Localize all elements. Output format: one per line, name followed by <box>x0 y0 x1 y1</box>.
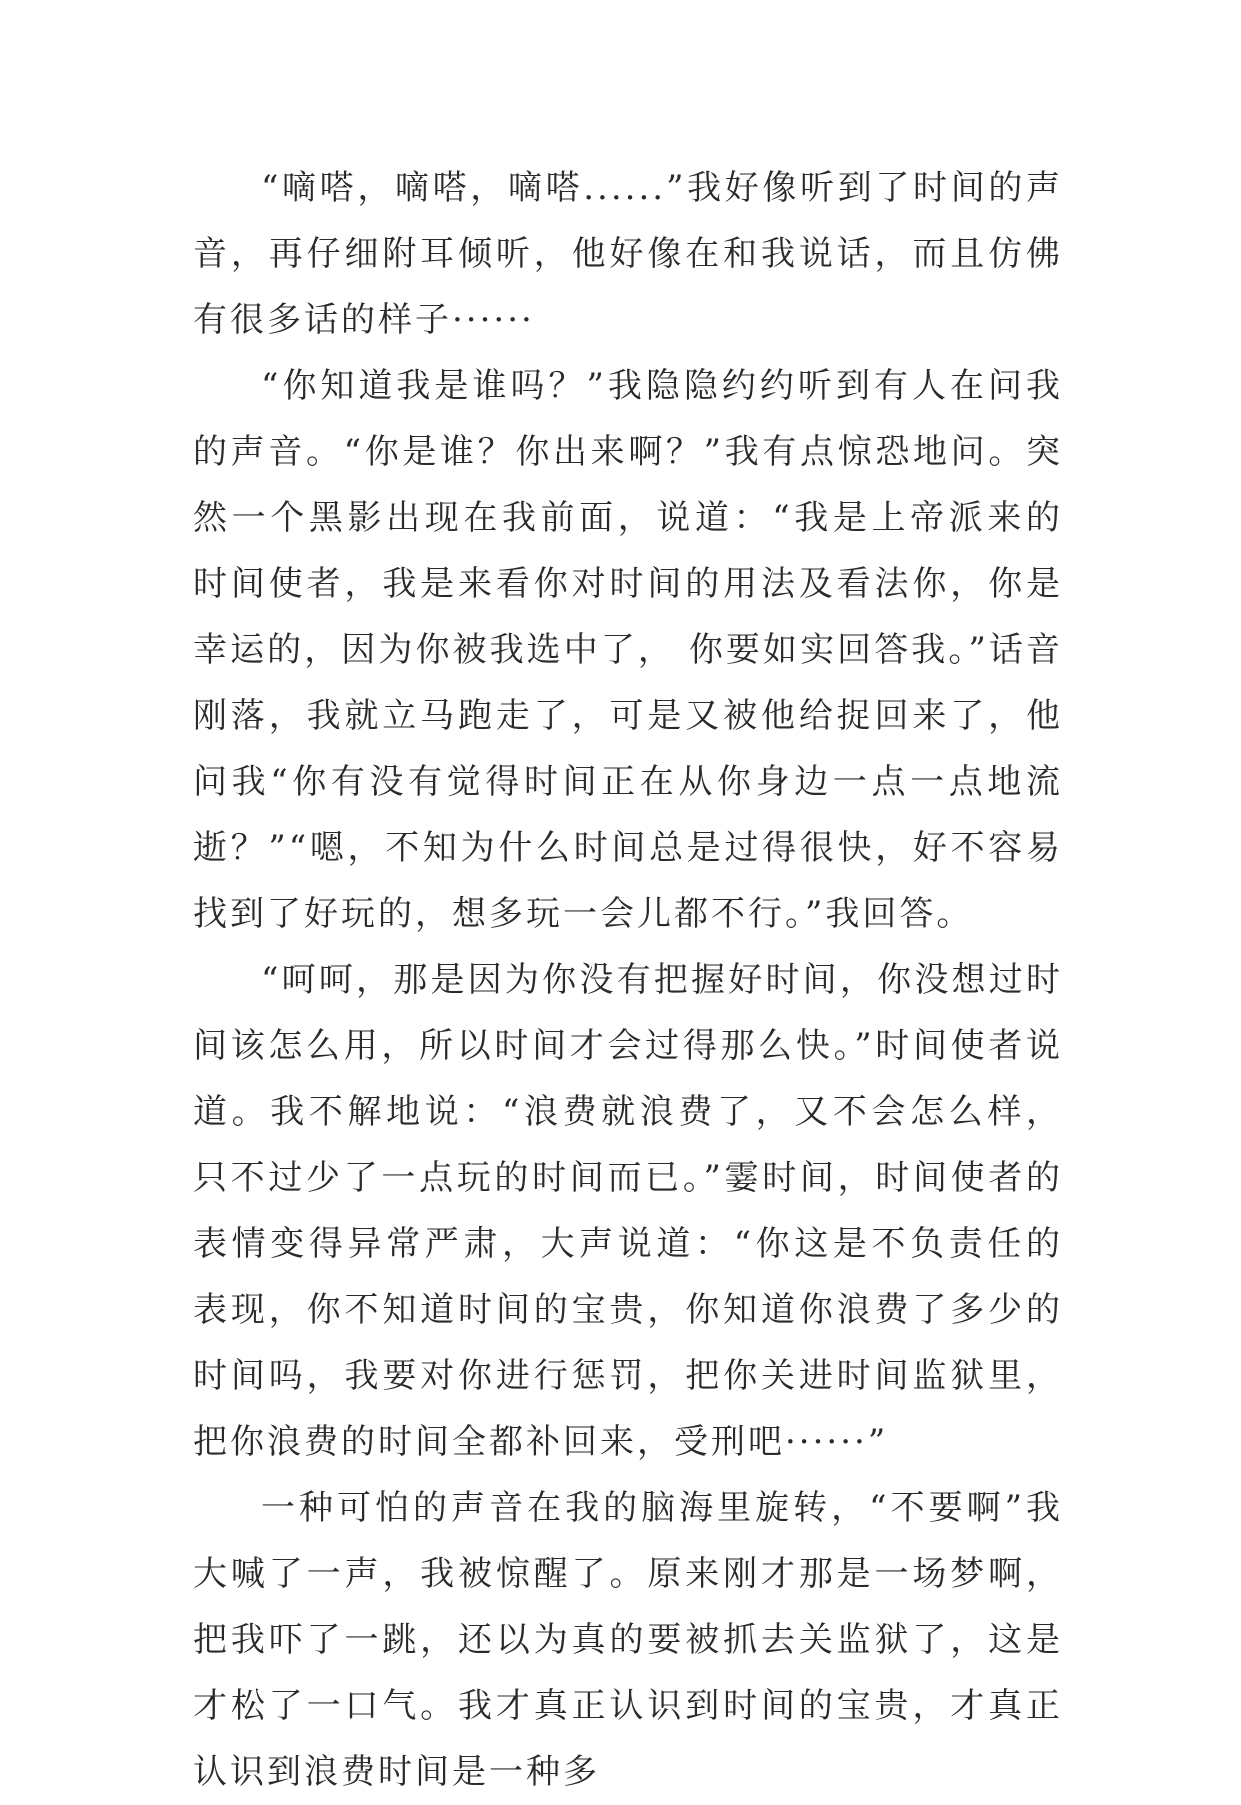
paragraph-2: “你知道我是谁吗？”我隐隐约约听到有人在问我的声音。“你是谁？你出来啊？”我有点惊恐地问。突然一个黑影出现在我前面，说道：“我是上帝派来的时间使者，我是来看你对时间的用法及看法你，你是幸运的，因为你被我选中了， 你要如实回答我。”话音刚落，我就立马跑走了，可是又被他给捉回来了，他问我“你有没有觉得时间正在从你身边一点一点地流逝？”“嗯，不知为什么时间总是过得很快，好不容易找到了好玩的，想多玩一会儿都不行。”我回答。 <box>193 366 1063 934</box>
document-body <box>193 155 1063 1805</box>
paragraph-3: “呵呵，那是因为你没有把握好时间，你没想过时间该怎么用，所以时间才会过得那么快。”时间使者说道。我不解地说：“浪费就浪费了，又不会怎么样，只不过少了一点玩的时间而已。”霎时间，时间使者的表情变得异常严肃，大声说道：“你这是不负责任的表现，你不知道时间的宝贵，你知道你浪费了多少的时间吗，我要对你进行惩罚，把你关进时间监狱里，把你浪费的时间全都补回来，受刑吧······” <box>193 960 1063 1462</box>
paragraph-4: 一种可怕的声音在我的脑海里旋转，“不要啊”我大喊了一声，我被惊醒了。原来刚才那是一场梦啊，把我吓了一跳，还以为真的要被抓去关监狱了，这是才松了一口气。我才真正认识到时间的宝贵，才真正认识到浪费时间是一种多 <box>193 1488 1063 1792</box>
paragraph-1: “嘀嗒，嘀嗒，嘀嗒......”我好像听到了时间的声音，再仔细附耳倾听，他好像在和我说话，而且仿佛有很多话的样子······ <box>193 168 1063 340</box>
